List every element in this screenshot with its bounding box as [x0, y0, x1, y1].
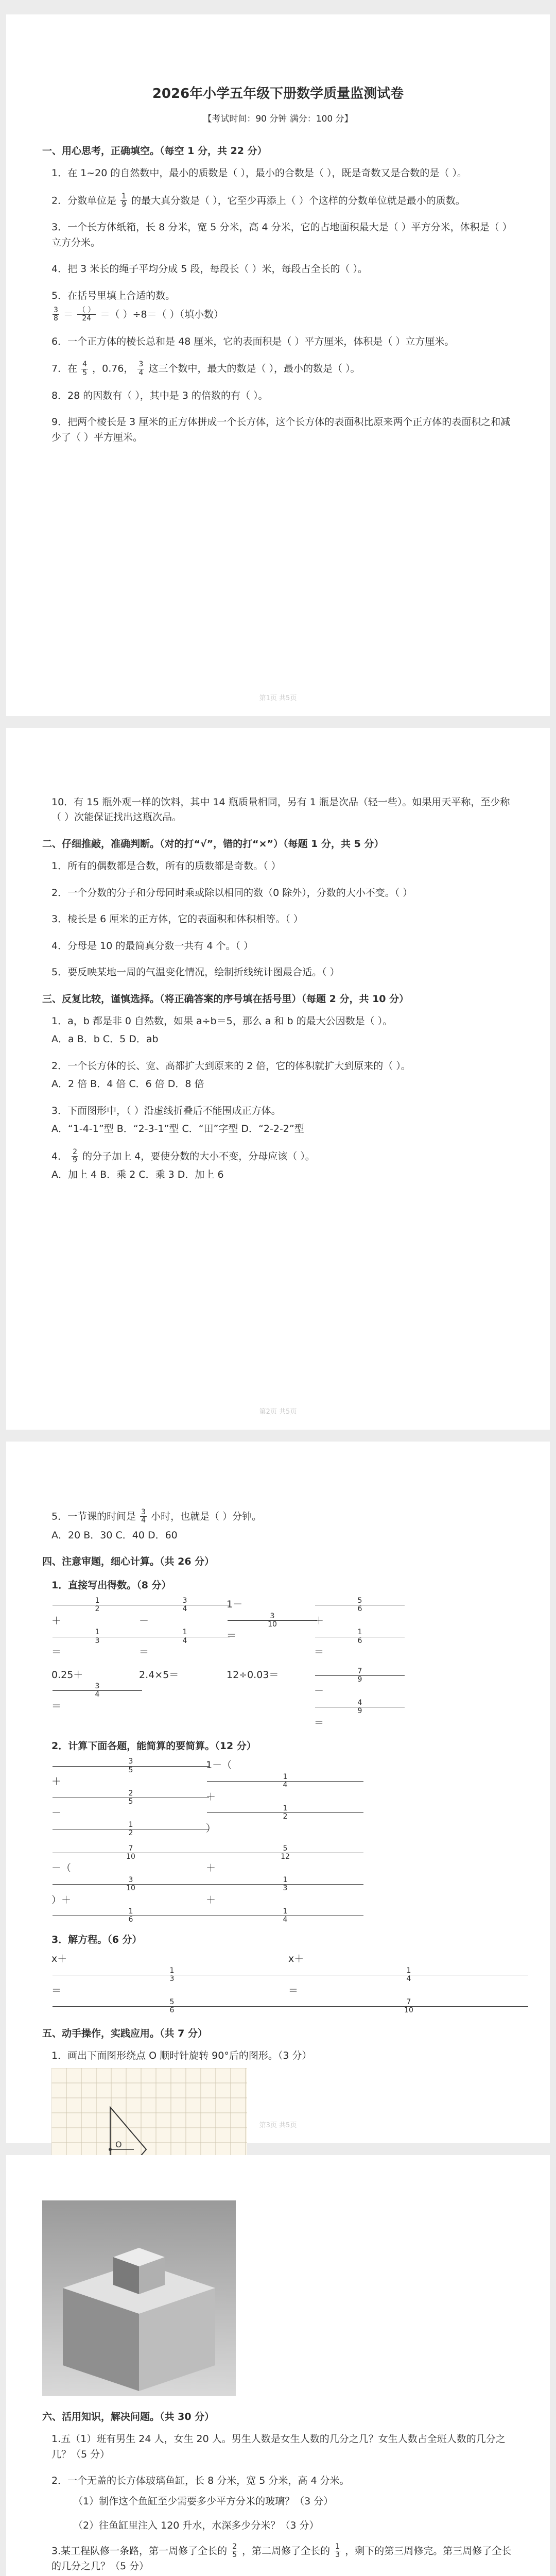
- question-1-2: 2．分数单位是 $\frac{1}{9}$ 的最大真分数是（ ），它至少再添上（ ）个这样的分数单位就是最小的质数。: [51, 192, 465, 209]
- app-question-2-2: （2）往鱼缸里注入 120 升水，水深多少分米？（3 分）: [73, 2520, 319, 2532]
- choice-4: 4． $\frac{2}{9}$ 的分子加上 4，要使分数的大小不变，分母应该（ ）。: [51, 1147, 315, 1164]
- judge-1: 1．所有的偶数都是合数，所有的质数都是奇数。（ ）: [51, 860, 281, 872]
- cubes-svg: [42, 2200, 236, 2396]
- page-footer: 第1页 共5页: [259, 694, 297, 702]
- fraction: $\frac{3}{4}$: [138, 360, 144, 377]
- section-heading-1: 一、用心思考，正确填空。（每空 1 分，共 22 分）: [42, 145, 267, 157]
- judge-4: 4．分母是 10 的最简真分数一共有 4 个。（ ）: [51, 940, 254, 952]
- fraction: $\frac{3}{4}$: [141, 1508, 146, 1525]
- judge-5: 5．要反映某地一周的气温变化情况，绘制折线统计图最合适。（ ）: [51, 967, 340, 978]
- question-1-6: 6．一个正方体的棱长总和是 48 厘米，它的表面积是（ ）平方厘米，体积是（ ）立方厘米。: [51, 335, 455, 347]
- judge-3: 3．棱长是 6 厘米的正方体，它的表面积和体积相等。（ ）: [51, 913, 303, 925]
- stacked-cubes-figure: [42, 2200, 236, 2396]
- calc-row-3: $\frac{3}{5}$ ＋ $\frac{2}{5}$ － $\frac{1}{2}$ 1－（ $\frac{1}{4}$ ＋ $\frac{1}{2}$ ）: [51, 1758, 514, 1837]
- page-footer: 第3页 共5页: [259, 2121, 297, 2129]
- choice-1-options: A．a B．b C．5 D．ab: [51, 1033, 159, 1045]
- fraction: $\frac{1}{9}$: [121, 192, 127, 209]
- choice-2-options: A．2 倍 B．4 倍 C．6 倍 D．8 倍: [51, 1078, 204, 1090]
- fraction: $\frac{1}{3}$: [335, 2542, 340, 2560]
- point-o-label: O: [115, 2139, 122, 2149]
- app-question-2: 2．一个无盖的长方体玻璃鱼缸，长 8 分米，宽 5 分米，高 4 分米。: [51, 2475, 350, 2487]
- question-1-1: 1．在 1~20 的自然数中，最小的质数是（ ），最小的合数是（ ），既是奇数又是合数的是（ ）。: [51, 167, 467, 179]
- question-1-8: 8．28 的因数有（ ），其中是 3 的倍数的有（ ）。: [51, 390, 268, 402]
- judge-2: 2．一个分数的分子和分母同时乘或除以相同的数（0 除外），分数的大小不变。（ ）: [51, 887, 413, 899]
- exam-title: 2026年小学五年级下册数学质量监测试卷: [152, 86, 404, 101]
- fraction: $\frac{4}{5}$: [82, 360, 88, 377]
- draw-question-1: 1．画出下面图形绕点 O 顺时针旋转 90°后的图形。（3 分）: [51, 2050, 312, 2062]
- choice-5: 5．一节课的时间是 $\frac{3}{4}$ 小时，也就是（ ）分钟。: [51, 1508, 262, 1525]
- choice-4-options: A．加上 4 B．乘 2 C．乘 3 D．加上 6: [51, 1169, 224, 1181]
- calc-subheading-2: 2．计算下面各题，能简算的要简算。（12 分）: [51, 1740, 256, 1752]
- question-1-5-blank: $\frac{3}{8}$ ＝ $\frac{( )}{24}$ ＝（ ）÷8＝（ ）（填小数）: [54, 306, 224, 323]
- choice-2: 2．一个长方体的长、宽、高都扩大到原来的 2 倍，它的体积就扩大到原来的（ ）。: [51, 1060, 411, 1072]
- question-1-5: 5．在括号里填上合适的数。: [51, 290, 176, 301]
- question-1-9: 9．把两个棱长是 3 厘米的正方体拼成一个长方体，这个长方体的表面积比原来两个正方体的表面积之和减少了（ ）平方厘米。: [51, 416, 511, 443]
- page-footer: 第2页 共5页: [259, 1408, 297, 1416]
- exam-page-1: [6, 14, 550, 716]
- question-1-7: 7．在 $\frac{4}{5}$ ，0.76， $\frac{3}{4}$ 这三个数中，最大的数是（ ），最小的数是（ ）。: [51, 360, 360, 377]
- exam-page-3: [6, 1442, 550, 2149]
- choice-5-options: A．20 B．30 C．40 D．60: [51, 1529, 178, 1541]
- section-heading-3: 三、反复比较，谨慎选择。（将正确答案的序号填在括号里）（每题 2 分，共 10 分）: [42, 993, 409, 1005]
- choice-3-options: A．“1-4-1”型 B．“2-3-1”型 C．“田”字型 D．“2-2-2”型: [51, 1123, 304, 1135]
- section-heading-5: 五、动手操作，实践应用。（共 7 分）: [42, 2027, 207, 2039]
- section-heading-4: 四、注意审题，细心计算。（共 26 分）: [42, 1556, 215, 1568]
- exam-page-4: [6, 2155, 550, 2576]
- fraction: $\frac{( )}{24}$: [78, 306, 95, 323]
- section-heading-2: 二、仔细推敲，准确判断。（对的打“√”，错的打“×”）（每题 1 分，共 5 分）: [42, 838, 384, 850]
- calc-row-1: $\frac{1}{2}$ ＋ $\frac{1}{3}$ ＝ $\frac{3}{4}$ － $\frac{1}{4}$ ＝ 1－ $\frac{3}{10}$ ＝ $\frac{5}{6}$ ＋ $\frac{1}{6}$ ＝: [51, 1597, 514, 1660]
- calc-subheading-3: 3．解方程。（6 分）: [51, 1934, 142, 1945]
- calc-subheading-1: 1．直接写出得数。（8 分）: [51, 1579, 171, 1591]
- question-1-4: 4．把 3 米长的绳子平均分成 5 段，每段长（ ）米，每段占全长的（ ）。: [51, 263, 368, 275]
- question-1-3: 3．一个长方体纸箱，长 8 分米，宽 5 分米，高 4 分米，它的占地面积最大是（ ）平方分米，体积是（ ）立方分米。: [51, 222, 512, 248]
- section-heading-6: 六、活用知识，解决问题。（共 30 分）: [42, 2411, 215, 2422]
- choice-1: 1．a，b 都是非 0 自然数，如果 a÷b＝5，那么 a 和 b 的最大公因数是（ ）。: [51, 1015, 393, 1027]
- app-question-1: 1.五（1）班有男生 24 人，女生 20 人。男生人数是女生人数的几分之几？女生人数占全班人数的几分之几？（5 分）: [51, 2433, 506, 2460]
- fraction: $\frac{2}{9}$: [73, 1147, 78, 1164]
- exam-subtitle: 【考试时间：90 分钟 满分：100 分】: [203, 114, 353, 125]
- calc-row-4: $\frac{7}{10}$ －（ $\frac{3}{10}$ ）＋ $\frac{1}{6}$ $\frac{5}{12}$ ＋ $\frac{1}{3}$ ＋ $\frac{1}{4}$: [51, 1845, 514, 1924]
- calc-row-2: 0.25＋ $\frac{3}{4}$ ＝ 2.4×5＝ 12÷0.03＝ $\frac{7}{9}$ － $\frac{4}{9}$ ＝: [51, 1668, 514, 1731]
- app-question-3: 3.某工程队修一条路，第一周修了全长的 $\frac{2}{5}$ ，第二周修了全长的 $\frac{1}{3}$ ，剩下的第三周修完。第三周修了全长的几分之几？（5 分）: [51, 2542, 512, 2572]
- app-question-2-1: （1）制作这个鱼缸至少需要多少平方分米的玻璃？（3 分）: [73, 2495, 334, 2507]
- question-1-10: 10．有 15 瓶外观一样的饮料，其中 14 瓶质量相同，另有 1 瓶是次品（轻一些）。如果用天平称，至少称（ ）次能保证找出这瓶次品。: [51, 796, 510, 823]
- choice-3: 3．下面图形中，（ ）沿虚线折叠后不能围成正方体。: [51, 1105, 281, 1116]
- exam-page-2: [6, 728, 550, 1430]
- fraction: $\frac{3}{8}$: [54, 306, 58, 323]
- fraction: $\frac{2}{5}$: [232, 2542, 237, 2560]
- equation-row: x＋ $\frac{1}{3}$ ＝ $\frac{5}{6}$ x＋ $\frac{1}{4}$ ＝ $\frac{7}{10}$: [51, 1952, 514, 2014]
- point-o: [109, 2148, 112, 2151]
